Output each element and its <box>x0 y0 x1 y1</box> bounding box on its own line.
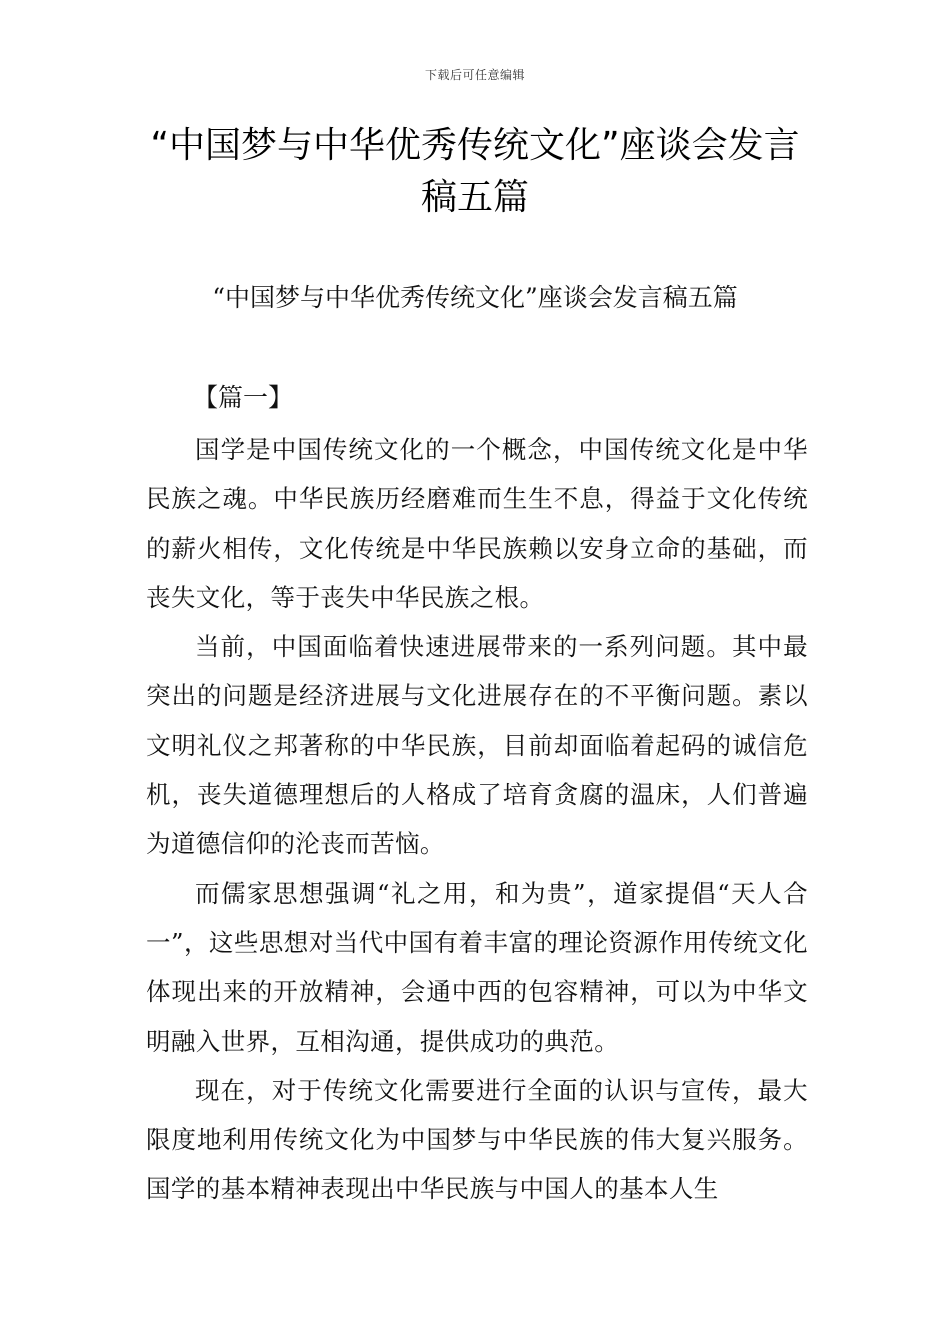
paragraph-2: 当前，中国面临着快速进展带来的一系列问题。其中最突出的问题是经济进展与文化进展存在的不平衡问题。素以文明礼仪之邦著称的中华民族，目前却面临着起码的诚信危机，丧失道德理想后的人格成了培育贪腐的温床，人们普遍为道德信仰的沦丧而苦恼。 <box>146 632 808 859</box>
document-title: “中国梦与中华优秀传统文化”座谈会发言稿五篇 <box>150 125 800 218</box>
header-note: 下载后可任意编辑 <box>424 68 525 82</box>
document-subtitle: “中国梦与中华优秀传统文化”座谈会发言稿五篇 <box>212 283 738 312</box>
body-text <box>146 425 808 1214</box>
section-heading: 【篇一】 <box>193 383 294 412</box>
paragraph-3: 而儒家思想强调“礼之用，和为贵”，道家提倡“天人合一”，这些思想对当代中国有着丰富的理论资源作用传统文化体现出来的开放精神，会通中西的包容精神，可以为中华文明融入世界，互相沟通，提供成功的典范。 <box>146 878 808 1056</box>
paragraph-4: 现在，对于传统文化需要进行全面的认识与宣传，最大限度地利用传统文化为中国梦与中华民族的伟大复兴服务。国学的基本精神表现出中华民族与中国人的基本人生 <box>146 1075 808 1204</box>
paragraph-1: 国学是中国传统文化的一个概念，中国传统文化是中华民族之魂。中华民族历经磨难而生生不息，得益于文化传统的薪火相传，文化传统是中华民族赖以安身立命的基础，而丧失文化，等于丧失中华民族之根。 <box>146 435 808 612</box>
